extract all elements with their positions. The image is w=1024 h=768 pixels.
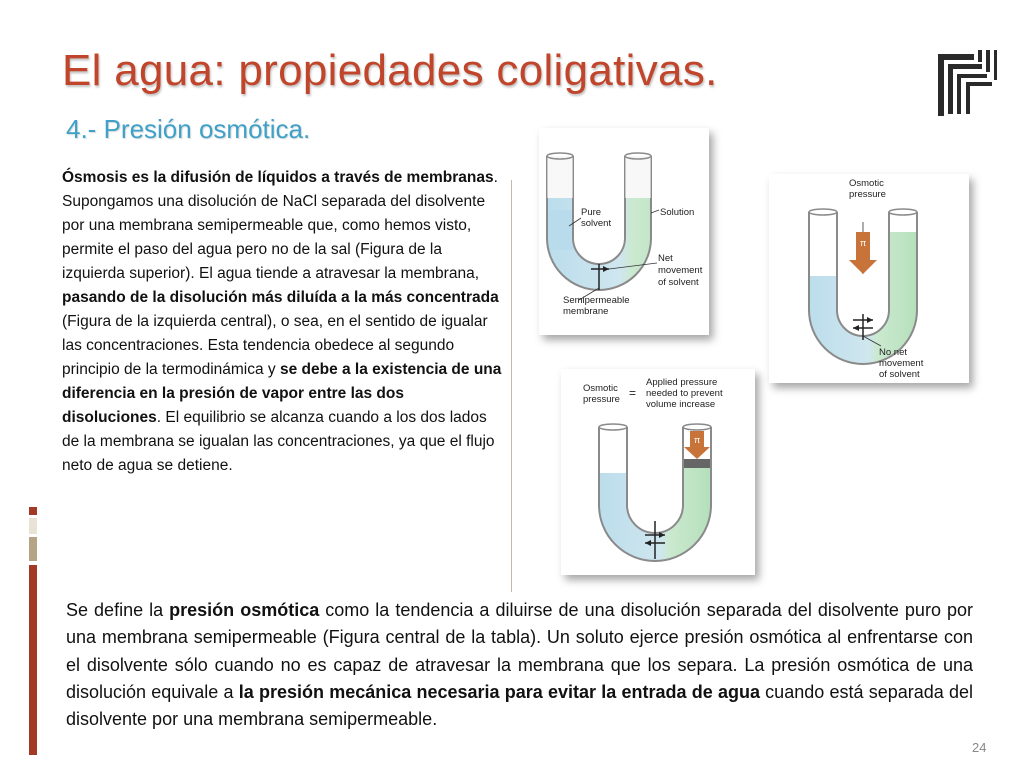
slide-subtitle: 4.- Presión osmótica. <box>66 114 311 144</box>
figure-applied-pressure <box>561 369 755 575</box>
term-osmotic-pressure: presión osmótica <box>169 600 320 620</box>
svg-text:pressure: pressure <box>849 189 886 200</box>
osmosis-cause: se debe a la existencia de una diferencia en la presión de vapor entre las dos disoluciones <box>62 361 502 426</box>
label-pi-symbol: π <box>860 238 867 248</box>
term-mechanical-pressure: la presión mecánica necesaria para evitar la entrada de agua <box>238 681 760 702</box>
osmotic-pressure-definition: Se define la presión osmótica como la tendencia a diluirse de una disolución separada del disolvente puro por una membrana semipermeable (Figura central de la tabla). Un soluto ejerce presión osmótica al enfrentarse con el disolvente sólo cuando no es capaz de atravesar la membrana que los separa. La presión osmótica de una disolución equivale a la presión mecánica necesaria para evitar la entrada de agua cuando está separada del disolvente por una membrana semipermeable. <box>66 600 973 730</box>
accent-bar-segment <box>29 537 37 561</box>
label-solution: Solution <box>660 207 695 218</box>
label-net-movement: Net <box>658 253 673 264</box>
svg-text:needed to prevent: needed to prevent <box>646 388 723 399</box>
figure-osmotic-equilibrium <box>769 174 969 383</box>
accent-bar-segment <box>29 507 37 515</box>
osmosis-direction: pasando de la disolución más diluída a la más concentrada <box>62 289 499 306</box>
svg-text:of solvent: of solvent <box>879 369 920 380</box>
svg-text:of solvent: of solvent <box>658 277 699 288</box>
divider-line <box>511 180 512 592</box>
label-equals: = <box>629 386 637 400</box>
label-applied-pressure: Applied pressure <box>646 377 718 388</box>
osmosis-definition: Ósmosis es la difusión de líquidos a través de membranas <box>62 169 494 186</box>
decorative-corner-graphic <box>938 48 998 120</box>
label-no-net-movement: No net <box>879 347 907 358</box>
svg-text:membrane: membrane <box>563 306 609 317</box>
svg-text:volume increase: volume increase <box>646 399 716 410</box>
svg-text:movement: movement <box>658 265 703 276</box>
label-pure-solvent: Pure <box>581 207 602 218</box>
osmosis-explanation: Ósmosis es la difusión de líquidos a través de membranas. Supongamos una disolución de NaCl separada del disolvente por una membrana semipermeable que, como hemos visto, permite el paso del agua pero no de la sal (Figura de la izquierda superior). El agua tiende a atravesar la membrana, pasando de la disolución más diluída a la más concentrada (Figura de la izquierda central), o sea, en el sentido de igualar las concentraciones. Esta tendencia obedece al segundo principio de la termodinámica y se debe a la existencia de una diferencia en la presión de vapor entre las dos disoluciones. El equilibrio se alcanza cuando a los dos lados de la membrana se igualan las concentraciones, ya que el flujo neto de agua se detiene. <box>62 169 502 474</box>
accent-bar-segment <box>29 518 37 534</box>
svg-text:movement: movement <box>879 358 924 369</box>
label-pi-symbol: π <box>694 435 701 445</box>
svg-text:pressure: pressure <box>583 394 620 405</box>
slide-title: El agua: propiedades coligativas. <box>62 46 718 95</box>
label-osmotic-pressure: Osmotic <box>583 383 618 394</box>
accent-bar-segment <box>29 565 37 755</box>
svg-text:solvent: solvent <box>581 218 612 229</box>
label-osmotic-pressure: Osmotic <box>849 178 884 189</box>
page-number: 24 <box>972 740 987 755</box>
label-semipermeable-membrane: Semipermeable <box>563 295 630 306</box>
figure-osmosis <box>539 128 709 335</box>
